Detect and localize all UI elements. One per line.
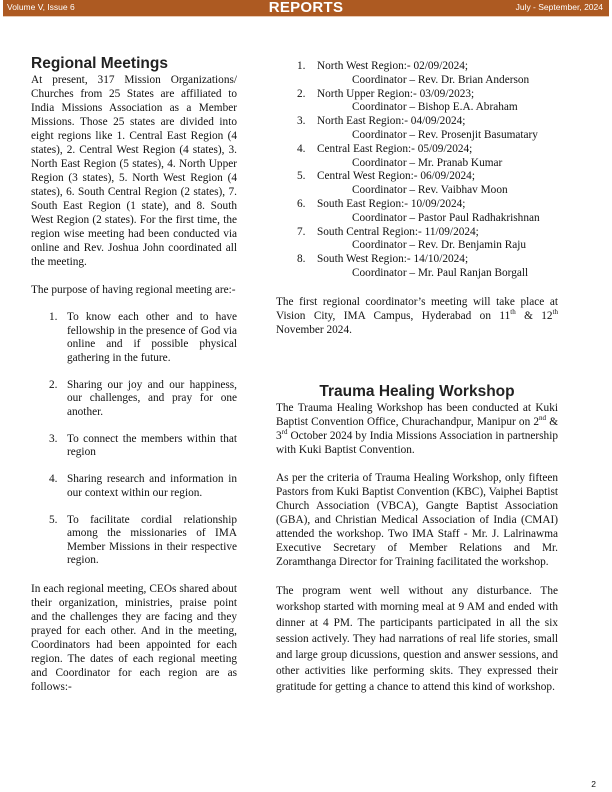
- regional-intro-paragraph: At present, 317 Mission Organizations/ Churches from 25 States are affiliated to India Missions Association as a Member Missions. Those 25 states are divided into eight regions like 1. Central East Region (4 states), 2. Central West Region (4 states), 3. North East Region (5 states), 4. North Upper Region (3 states), 5. North West Region (4 states), 6. South Central Region (2 states), 7. South East Region (1 state), and 8. South West Region (2 states). For the first time, the region wise meeting had been conducted via online and Rev. Joshua John coordinated all the meeting.: [31, 74, 237, 268]
- region-item: 4. Central East Region:- 05/09/2024; Coordinator – Mr. Pranab Kumar: [276, 143, 558, 171]
- purpose-item: 1. To know each other and to have fellowship in the presence of God via online and if possible physical gathering in the future.: [49, 311, 237, 364]
- region-item: 1. North West Region:- 02/09/2024; Coordinator – Rev. Dr. Brian Anderson: [276, 60, 558, 88]
- region-coordinator: Coordinator – Rev. Prosenjit Basumatary: [352, 128, 538, 141]
- trauma-workshop-title: Trauma Healing Workshop: [319, 382, 515, 400]
- purpose-item: 4. Sharing research and information in our context within our region.: [49, 473, 237, 499]
- period-label: July - September, 2024: [515, 2, 603, 12]
- trauma-paragraph-1: The Trauma Healing Workshop has been conducted at Kuki Baptist Convention Office, Churachandpur, Manipur on 2nd & 3rd October 2024 by India Missions Association in partnership with Kuki Baptist Convention.: [276, 401, 558, 456]
- page-number: 2: [591, 779, 596, 789]
- left-column: [31, 55, 237, 708]
- purpose-list: [49, 311, 237, 568]
- region-coordinator: Coordinator – Mr. Pranab Kumar: [352, 156, 503, 169]
- region-coordinator: Coordinator – Rev. Dr. Benjamin Raju: [352, 239, 527, 252]
- region-coordinator: Coordinator – Rev. Vaibhav Moon: [352, 184, 508, 197]
- region-item: 3. North East Region:- 04/09/2024; Coordinator – Rev. Prosenjit Basumatary: [276, 115, 558, 143]
- trauma-paragraph-3: The program went well without any disturbance. The workshop started with morning meal at 9 AM and ended with dinner at 4 PM. The participants participated in all the six session actively. They had narrations of real life stories, small and large group dicussions, question and answer sessions, and other activities like performing skits. They expressed their gratitude for getting a chance to attend this kind of workshop.: [276, 584, 558, 693]
- region-item: 2. North Upper Region:- 03/09/2023; Coordinator – Bishop E.A. Abraham: [276, 88, 558, 116]
- region-coordinator: Coordinator – Pastor Paul Radhakrishnan: [352, 211, 540, 224]
- section-title: REPORTS: [268, 0, 344, 16]
- purpose-intro-paragraph: The purpose of having regional meeting are:-: [31, 284, 236, 296]
- region-coordinator: Coordinator – Bishop E.A. Abraham: [352, 101, 518, 114]
- header-bar: [3, 0, 609, 17]
- region-item: 6. South East Region:- 10/09/2024; Coordinator – Pastor Paul Radhakrishnan: [276, 198, 558, 226]
- region-schedule-list: [276, 60, 558, 281]
- regional-summary-paragraph: In each regional meeting, CEOs shared about their organization, ministries, praise point and the challenges they are facing and they prayed for each other. And in the meeting, Coordinators had been appointed for each region. The dates of each regional meeting and Coordinator for each region are as follows:-: [31, 582, 237, 693]
- region-item: 5. Central West Region:- 06/09/2024; Coordinator – Rev. Vaibhav Moon: [276, 170, 558, 198]
- issue-label: Volume V, Issue 6: [7, 2, 75, 12]
- purpose-item: 2. Sharing our joy and our happiness, our challenges, and pray for one another.: [49, 378, 237, 418]
- regional-meetings-title: Regional Meetings: [31, 55, 168, 72]
- trauma-paragraph-2: As per the criteria of Trauma Healing Workshop, only fifteen Pastors from Kuki Baptist Convention (KBC), Vaiphei Baptist Church Association (VBCA), Gangte Baptist Association (GBA), and Christian Medical Association of India (CMAI) attended the workshop. Two IMA Staff - Mr. J. Lalrinawma Executive Secretary of Member Relations and Mr. Zoramthanga Director for Training facilitated the workshop.: [276, 471, 558, 568]
- purpose-item: 5. To facilitate cordial relationship among the missionaries of IMA Member Missions in their respective region.: [49, 513, 237, 566]
- region-item: 8. South West Region:- 14/10/2024; Coordinator – Mr. Paul Ranjan Borgall: [276, 253, 558, 281]
- region-item: 7. South Central Region:- 11/09/2024; Coordinator – Rev. Dr. Benjamin Raju: [276, 226, 558, 254]
- right-column: [276, 60, 558, 709]
- region-coordinator: Coordinator – Rev. Dr. Brian Anderson: [352, 73, 530, 86]
- region-coordinator: Coordinator – Mr. Paul Ranjan Borgall: [352, 266, 529, 279]
- purpose-item: 3. To connect the members within that region: [49, 432, 237, 458]
- first-meeting-paragraph: The first regional coordinator’s meeting will take place at Vision City, IMA Campus, Hyderabad on 11th & 12th November 2024.: [276, 295, 559, 336]
